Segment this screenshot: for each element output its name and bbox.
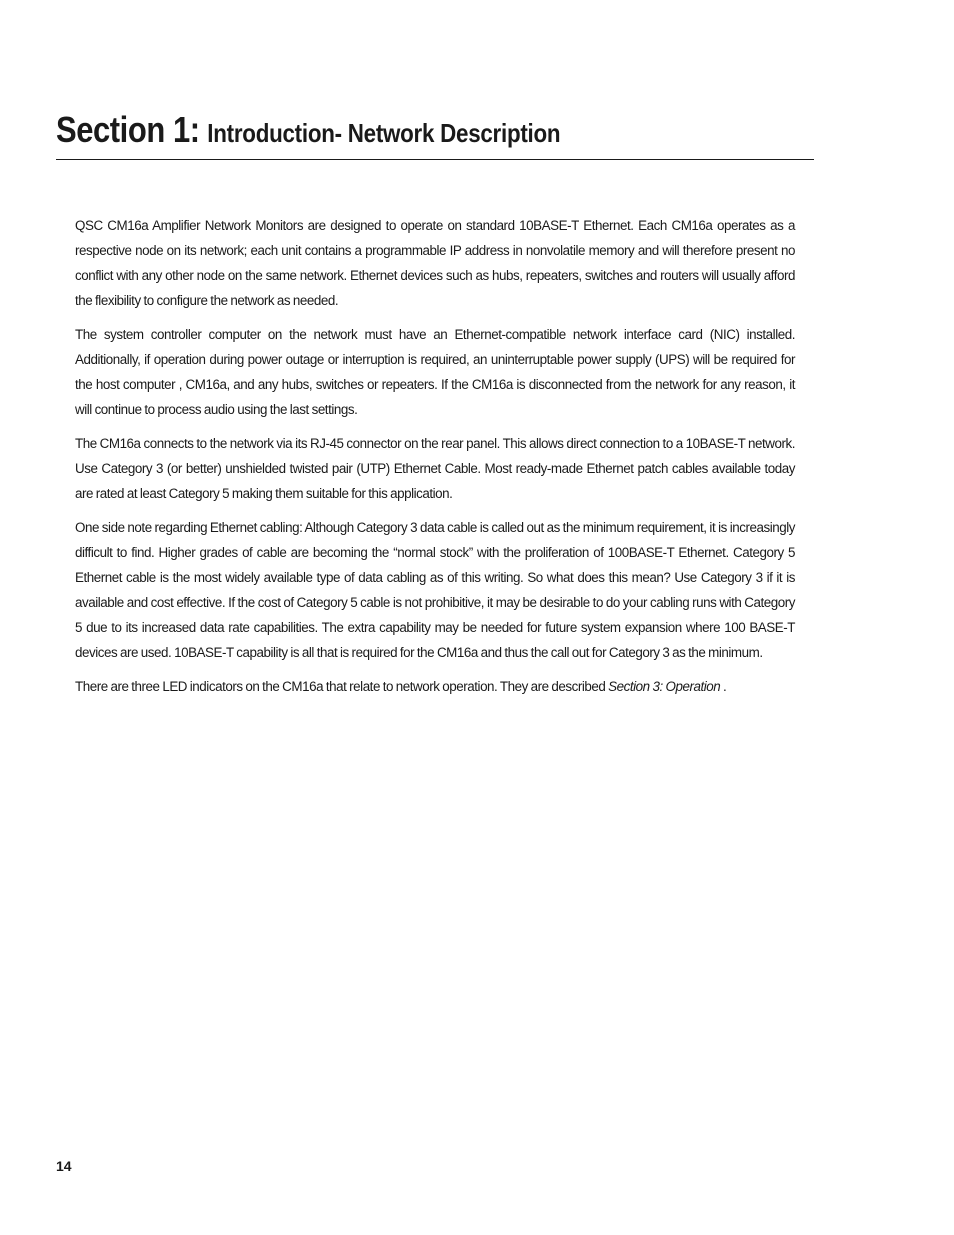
heading-divider — [56, 159, 814, 160]
paragraph-controller-requirements: The system controller computer on the network must have an Ethernet-compatible network interface card (NIC) installed. Additionally, if operation during power outage or interruption is required, an uninterruptable power supply (UPS) will be required for the host computer , CM16a, and any hubs, switches or repeaters. If the CM16a is disconnected from the network for any reason, it will continue to process audio using the last settings. — [75, 327, 795, 417]
paragraph-led-indicators — [75, 674, 795, 699]
section-number: Section 1: — [56, 109, 200, 150]
section-heading — [56, 108, 708, 152]
body-text — [75, 213, 795, 708]
led-indicators-suffix: . — [720, 679, 727, 694]
section-title: Introduction- Network Description — [207, 118, 561, 148]
paragraph-cabling-note: One side note regarding Ethernet cabling: Although Category 3 data cable is called out as the minimum requirement, it is increasingly difficult to find. Higher grades of cable are becoming the “normal stock” with the proliferation of 100BASE-T Ethernet. Category 5 Ethernet cable is the most widely available type of data cabling as of this writing. So what does this mean? Use Category 3 if it is available and cost effective. If the cost of Category 5 cable is not prohibitive, it may be desirable to do your cabling runs with Category 5 due to its increased data rate capabilities. The extra capability may be needed for future system expansion where 100 BASE-T devices are used. 10BASE-T capability is all that is required for the CM16a and thus the call out for Category 3 as the minimum. — [75, 520, 795, 660]
page-number: 14 — [56, 1158, 72, 1174]
section-reference: Section 3: Operation — [608, 679, 721, 694]
led-indicators-text: There are three LED indicators on the CM16a that relate to network operation. They are described — [75, 679, 609, 694]
paragraph-network-overview: QSC CM16a Amplifier Network Monitors are designed to operate on standard 10BASE-T Ethernet. Each CM16a operates as a respective node on its network; each unit contains a programmable IP address in nonvolatile memory and will therefore present no conflict with any other node on the same network. Ethernet devices such as hubs, repeaters, switches and routers will usually afford the flexibility to configure the network as needed. — [75, 218, 795, 308]
paragraph-cable-connection: The CM16a connects to the network via its RJ-45 connector on the rear panel. This allows direct connection to a 10BASE-T network. Use Category 3 (or better) unshielded twisted pair (UTP) Ethernet Cable. Most ready-made Ethernet patch cables available today are rated at least Category 5 making them suitable for this application. — [75, 436, 795, 501]
